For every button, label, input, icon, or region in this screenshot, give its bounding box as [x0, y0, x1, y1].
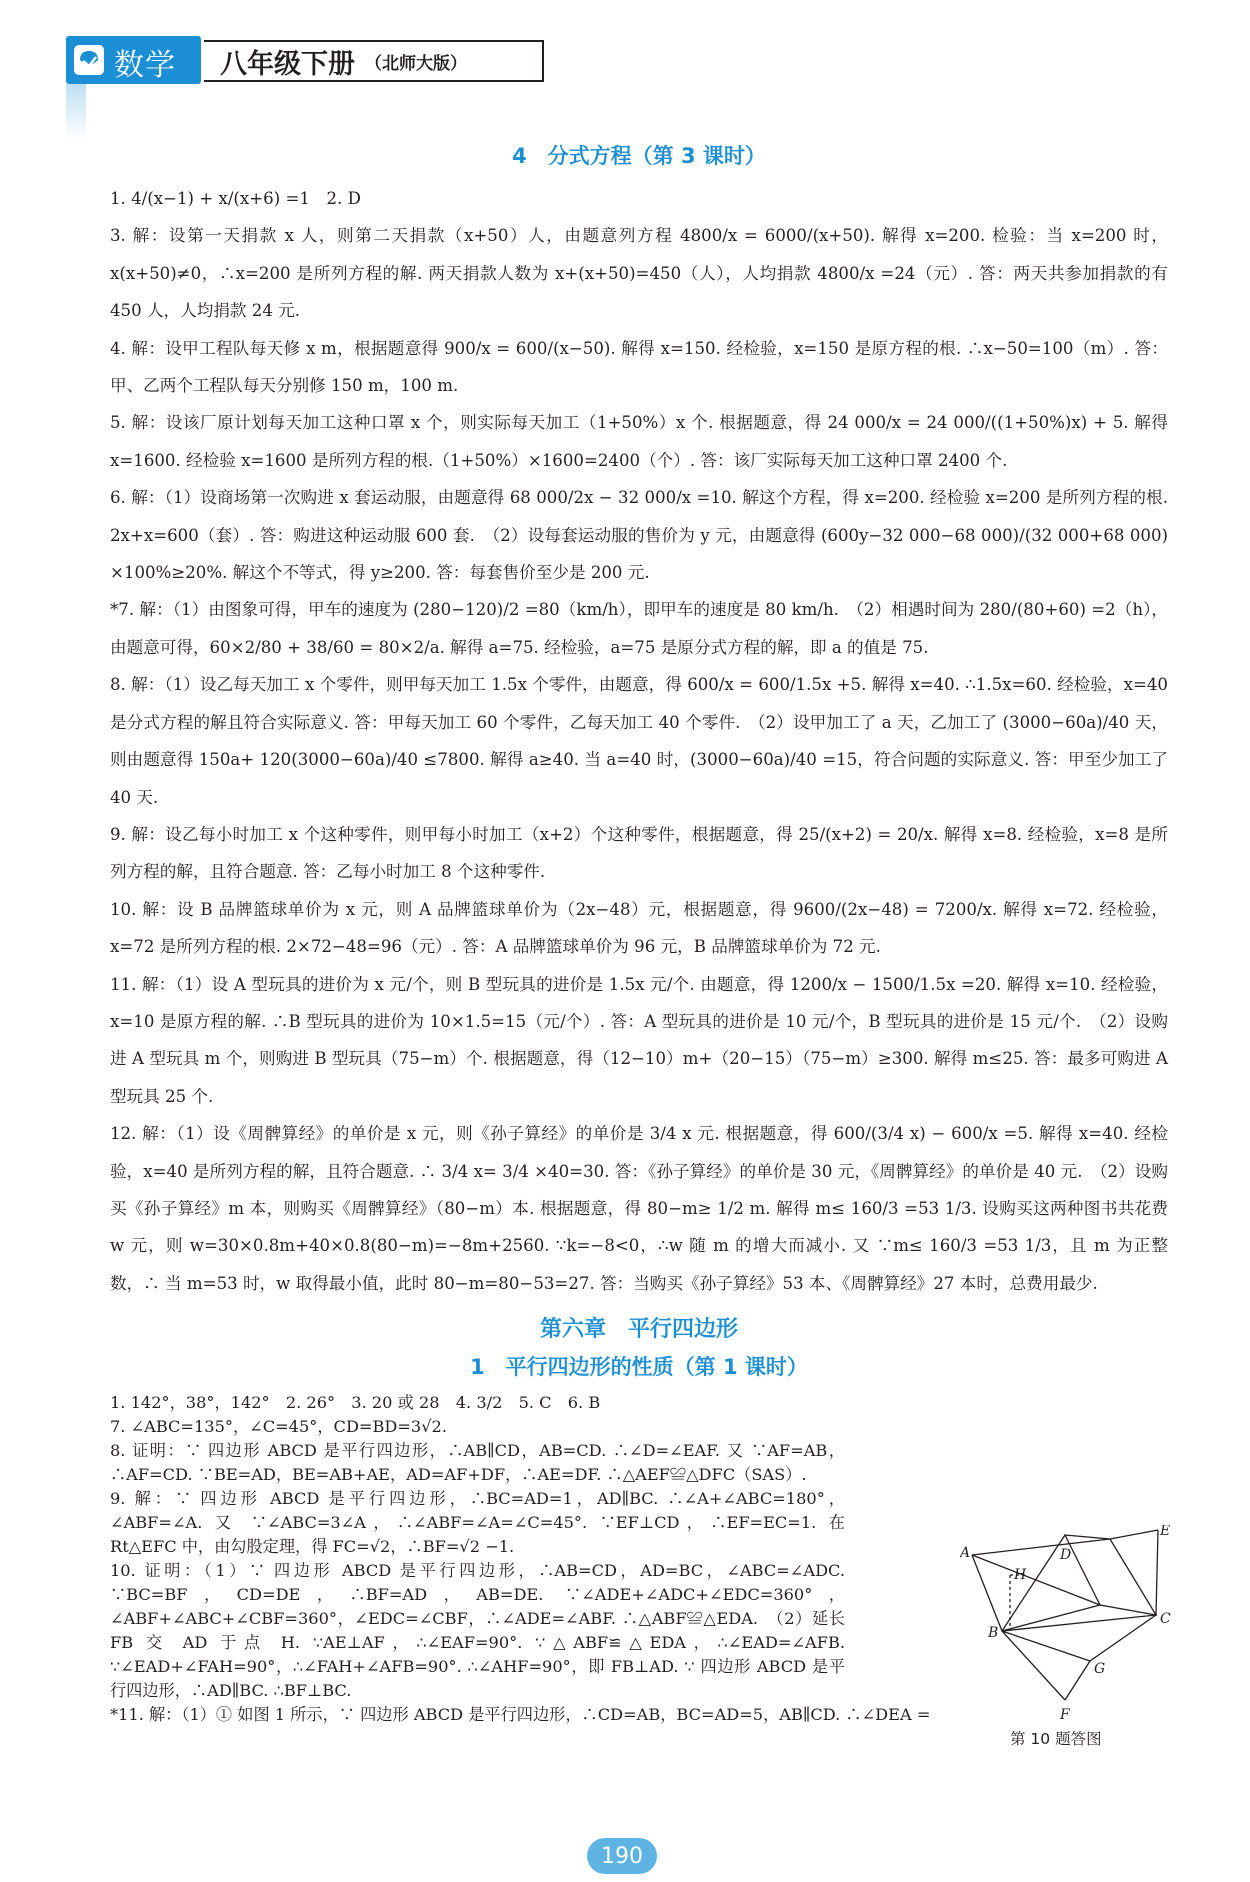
answer-item: *11. 解：（1）① 如图 1 所示，∵ 四边形 ABCD 是平行四边形，∴CD=AB，BC=AD=5，AB∥CD. ∴∠DEA =: [110, 1705, 931, 1725]
answer-item: 1. 142°，38°，142° 2. 26° 3. 20 或 28 4. 3/2 5. C 6. B: [110, 1393, 601, 1413]
answer-content: [110, 132, 1171, 1727]
page-header: [66, 36, 1225, 94]
chapter-title: 第六章 平行四边形: [539, 1317, 738, 1343]
grade-label: 八年级下册: [220, 48, 355, 80]
answer-item: 10. 证明：（1）∵ 四边形 ABCD 是平行四边形，∴AB=CD，AD=BC，∠ABC=∠ADC. ∵BC=BF，CD=DE，∴BF=AD，AB=DE. ∵∠ADE+∠ADC+∠EDC=360°，∠ABF+∠ABC+∠CBF=360°，∠EDC=∠CBF，∴∠ADE=∠ABF. ∴△ABF≌△EDA. （2）延长 FB 交 AD 于点 H. ∵AE⊥AF，∴∠EAF=90°. ∵△ABF≌△EDA，∴∠EAD=∠AFB. ∵∠EAD+∠FAH=90°，∴∠FAH+∠AFB=90°. ∴∠AHF=90°，即 FB⊥AD. ∵ 四边形 ABCD 是平行四边形，∴AD∥BC. ∴BF⊥BC.: [110, 1561, 845, 1701]
section-title: 1 平行四边形的性质（第 1 课时）: [470, 1355, 808, 1380]
answer-item: 5. 解：设该厂原计划每天加工这种口罩 x 个，则实际每天加工（1+50%）x 个. 根据题意，得 24 000/x = 24 000/((1+50%)x) + 5. 解得 x=1600. 经检验 x=1600 是所列方程的根.（1+50%）×1600=2400（个）. 答：该厂实际每天加工这种口罩 2400 个.: [110, 413, 1168, 470]
page-number: 190: [587, 1838, 657, 1874]
answer-item: 6. 解：（1）设商场第一次购进 x 套运动服，由题意得 68 000/2x − 32 000/x =10. 解这个方程，得 x=200. 经检验 x=200 是所列方程的根. 2x+x=600（套）. 答：购进这种运动服 600 套. （2）设每套运动服的售价为 y 元，由题意得 (600y−32 000−68 000)/(32 000+68 000) ×100%≥20%. 解这个不等式，得 y≥200. 答：每套售价至少是 200 元.: [110, 488, 1168, 583]
answer-item: 8. 解：（1）设乙每天加工 x 个零件，则甲每天加工 1.5x 个零件，由题意，得 600/x = 600/1.5x +5. 解得 x=40. ∴1.5x=60. 经检验，x=40 是分式方程的解且符合实际意义. 答：甲每天加工 60 个零件，乙每天加工 40 个零件. （2）设甲加工了 a 天，乙加工了 (3000−60a)/40 天，则由题意得 150a+ 120(3000−60a)/40 ≤7800. 解得 a≥40. 当 a=40 时，(3000−60a)/40 =15，符合问题的实际意义. 答：甲至少加工了 40 天.: [110, 675, 1168, 807]
header-accent: [66, 84, 86, 140]
figure-label-e: E: [1160, 1525, 1171, 1539]
geometry-figure: [960, 1525, 1175, 1725]
answer-item: 9. 解：设乙每小时加工 x 个这种零件，则甲每小时加工（x+2）个这种零件，根据题意，得 25/(x+2) = 20/x. 解得 x=8. 经检验，x=8 是所列方程的解，且符合题意. 答：乙每小时加工 8 个这种零件.: [110, 824, 1168, 882]
figure-label-f: F: [1060, 1707, 1070, 1723]
leaf-icon: [74, 45, 104, 75]
figure-label-a: A: [960, 1545, 971, 1561]
figure-label-h: H: [1014, 1567, 1027, 1583]
answer-item: 12. 解：（1）设《周髀算经》的单价是 x 元，则《孙子算经》的单价是 3/4 x 元. 根据题意，得 600/(3/4 x) − 600/x =5. 解得 x=40. 经检验，x=40 是所列方程的解，且符合题意. ∴ 3/4 x= 3/4 ×40=30. 答：《孙子算经》的单价是 30 元，《周髀算经》的单价是 40 元. （2）设购买《孙子算经》m 本，则购买《周髀算经》（80−m）本. 根据题意，得 80−m≥ 1/2 m. 解得 m≤ 160/3 =53 1/3. 设购买这两种图书共花费 w 元，则 w=30×0.8m+40×0.8(80−m)=−8m+2560. ∵k=−8<0，∴w 随 m 的增大而减小. 又 ∵m≤ 160/3 =53 1/3，且 m 为正整数，∴ 当 m=53 时，w 取得最小值，此时 80−m=80−53=27. 答：当购买《孙子算经》53 本、《周髀算经》27 本时，总费用最少.: [110, 1124, 1168, 1293]
answer-item: *7. 解：（1）由图象可得，甲车的速度为 (280−120)/2 =80（km/h），即甲车的速度是 80 km/h. （2）相遇时间为 280/(80+60) =2（h），由题意可得，60×2/80 + 38/60 = 80×2/a. 解得 a=75. 经检验，a=75 是原分式方程的解，即 a 的值是 75.: [110, 600, 1168, 657]
answer-item: 10. 解：设 B 品牌篮球单价为 x 元，则 A 品牌篮球单价为（2x−48）元，根据题意，得 9600/(2x−48) = 7200/x. 解得 x=72. 经检验，x=72 是所列方程的根. 2×72−48=96（元）. 答：A 品牌篮球单价为 96 元，B 品牌篮球单价为 72 元.: [110, 899, 1168, 957]
section-title: 4 分式方程（第 3 课时）: [512, 144, 766, 168]
answer-item: 8. 证明：∵ 四边形 ABCD 是平行四边形，∴AB∥CD，AB=CD. ∴∠D=∠EAF. 又 ∵AF=AB，∴AF=CD. ∵BE=AD，BE=AB+AE，AD=AF+DF，∴AE=DF. ∴△AEF≌△DFC（SAS）.: [110, 1441, 845, 1485]
subject-badge: [66, 36, 201, 84]
answer-item: 11. 解：（1）设 A 型玩具的进价为 x 元/个，则 B 型玩具的进价是 1.5x 元/个. 由题意，得 1200/x − 1500/1.5x =20. 解得 x=10. 经检验，x=10 是原方程的解. ∴B 型玩具的进价为 10×1.5=15（元/个）. 答：A 型玩具的进价是 10 元/个，B 型玩具的进价是 15 元/个. （2）设购进 A 型玩具 m 个，则购进 B 型玩具（75−m）个. 根据题意，得（12−10）m+（20−15）（75−m）≥300. 解得 m≤25. 答：最多可购进 A 型玩具 25 个.: [110, 974, 1168, 1106]
figure-label-g: G: [1094, 1661, 1106, 1677]
figure-label-d: D: [1060, 1547, 1072, 1563]
answer-item: 7. ∠ABC=135°，∠C=45°，CD=BD=3√2.: [110, 1417, 447, 1437]
edition-label: （北师大版）: [365, 53, 467, 74]
figure-label-c: C: [1160, 1611, 1171, 1627]
subject-label: 数学: [114, 48, 176, 83]
book-title: [204, 40, 544, 82]
figure-caption: 第 10 题答图: [1010, 1730, 1102, 1748]
answer-item: 3. 解：设第一天捐款 x 人，则第二天捐款（x+50）人，由题意列方程 4800/x = 6000/(x+50). 解得 x=200. 检验：当 x=200 时，x(x+50)≠0，∴x=200 是所列方程的解. 两天捐款人数为 x+(x+50)=450（人），人均捐款 4800/x =24（元）. 答：两天共参加捐款的有 450 人，人均捐款 24 元.: [110, 226, 1168, 321]
answer-item: 9. 解：∵ 四边形 ABCD 是平行四边形，∴BC=AD=1，AD∥BC. ∴∠A+∠ABC=180°，∠ABF=∠A. 又 ∵∠ABC=3∠A，∴∠ABF=∠A=∠C=45°. ∵EF⊥CD，∴EF=EC=1. 在 Rt△EFC 中，由勾股定理，得 FC=√2，∴BF=√2 −1.: [110, 1489, 845, 1557]
answer-item: 1. 4/(x−1) + x/(x+6) =1 2. D: [110, 189, 361, 208]
answer-item: 4. 解：设甲工程队每天修 x m，根据题意得 900/x = 600/(x−50). 解得 x=150. 经检验，x=150 是原方程的根. ∴x−50=100（m）. 答：甲、乙两个工程队每天分别修 150 m，100 m.: [110, 338, 1168, 396]
figure-label-b: B: [988, 1625, 999, 1641]
